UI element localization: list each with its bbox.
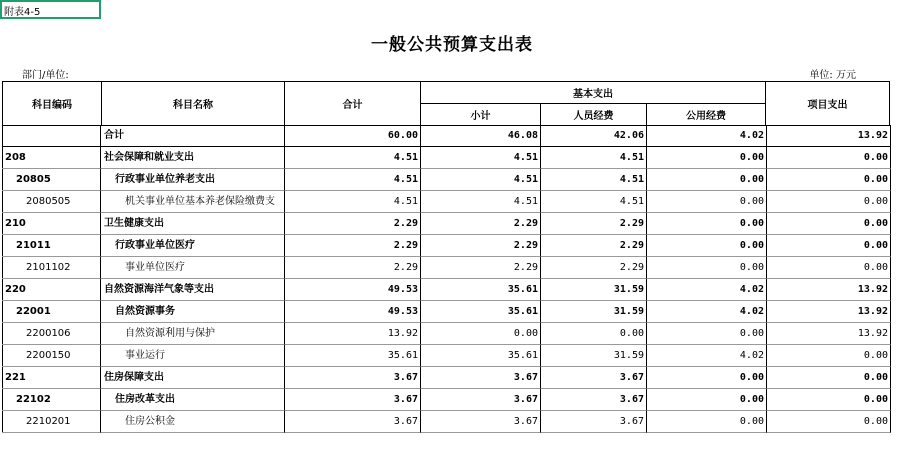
table-row	[2, 301, 890, 323]
cell-project[interactable]: 13.92	[767, 125, 891, 147]
cell-personnel[interactable]: 2.29	[541, 257, 647, 279]
cell-personnel[interactable]: 31.59	[541, 279, 647, 301]
cell-subtotal[interactable]: 4.51	[421, 147, 541, 169]
cell-subtotal[interactable]: 35.61	[421, 279, 541, 301]
table-row	[2, 147, 890, 169]
cell-name[interactable]: 住房改革支出	[101, 389, 285, 411]
table-row	[2, 323, 890, 345]
cell-code[interactable]	[2, 125, 101, 147]
table-row	[2, 257, 890, 279]
cell-public[interactable]: 0.00	[647, 323, 767, 345]
cell-project[interactable]: 0.00	[767, 191, 891, 213]
unit-label: 单位: 万元	[809, 70, 856, 81]
cell-code[interactable]: 210	[2, 213, 101, 235]
cell-name[interactable]: 卫生健康支出	[101, 213, 285, 235]
cell-total[interactable]: 60.00	[285, 125, 421, 147]
cell-personnel[interactable]: 3.67	[541, 411, 647, 433]
cell-project[interactable]: 0.00	[767, 235, 891, 257]
cell-project[interactable]: 0.00	[767, 213, 891, 235]
cell-public[interactable]: 0.00	[647, 213, 767, 235]
cell-personnel[interactable]: 4.51	[541, 147, 647, 169]
cell-personnel[interactable]: 2.29	[541, 213, 647, 235]
cell-total[interactable]: 35.61	[285, 345, 421, 367]
cell-total[interactable]: 3.67	[285, 367, 421, 389]
table-row	[2, 191, 890, 213]
department-label: 部门/单位:	[22, 70, 69, 81]
table-row	[2, 279, 890, 301]
cell-name[interactable]: 住房保障支出	[101, 367, 285, 389]
cell-name[interactable]: 机关事业单位基本养老保险缴费支	[101, 191, 285, 213]
cell-public[interactable]: 0.00	[647, 411, 767, 433]
table-row	[2, 411, 890, 433]
cell-code[interactable]: 2080505	[2, 191, 101, 213]
cell-code[interactable]: 2200150	[2, 345, 101, 367]
cell-project[interactable]: 0.00	[767, 257, 891, 279]
cell-public[interactable]: 0.00	[647, 147, 767, 169]
cell-public[interactable]: 0.00	[647, 389, 767, 411]
cell-name[interactable]: 合计	[101, 125, 285, 147]
table-row	[2, 169, 890, 191]
cell-total[interactable]: 4.51	[285, 191, 421, 213]
cell-public[interactable]: 0.00	[647, 235, 767, 257]
cell-code[interactable]: 20805	[2, 169, 101, 191]
header-name: 科目名称	[101, 81, 285, 126]
cell-public[interactable]: 0.00	[647, 191, 767, 213]
cell-subtotal[interactable]: 4.51	[421, 169, 541, 191]
cell-subtotal[interactable]: 2.29	[421, 257, 541, 279]
cell-code[interactable]: 22102	[2, 389, 101, 411]
table-reference-label: 附表4-5	[4, 7, 41, 18]
cell-total[interactable]: 2.29	[285, 235, 421, 257]
cell-code[interactable]: 208	[2, 147, 101, 169]
cell-personnel[interactable]: 4.51	[541, 169, 647, 191]
cell-code[interactable]: 2210201	[2, 411, 101, 433]
cell-name[interactable]: 自然资源海洋气象等支出	[101, 279, 285, 301]
header-subtotal: 小计	[420, 103, 541, 126]
cell-total[interactable]: 2.29	[285, 257, 421, 279]
table-row	[2, 389, 890, 411]
cell-personnel[interactable]: 2.29	[541, 235, 647, 257]
header-public: 公用经费	[646, 103, 766, 126]
cell-name[interactable]: 事业单位医疗	[101, 257, 285, 279]
cell-public[interactable]: 0.00	[647, 367, 767, 389]
cell-total[interactable]: 49.53	[285, 279, 421, 301]
cell-total[interactable]: 13.92	[285, 323, 421, 345]
cell-name[interactable]: 行政事业单位医疗	[101, 235, 285, 257]
header-personnel: 人员经费	[540, 103, 647, 126]
cell-code[interactable]: 2200106	[2, 323, 101, 345]
cell-total[interactable]: 3.67	[285, 411, 421, 433]
cell-name[interactable]: 自然资源利用与保护	[101, 323, 285, 345]
cell-project[interactable]: 0.00	[767, 389, 891, 411]
cell-total[interactable]: 3.67	[285, 389, 421, 411]
page-title: 一般公共预算支出表	[371, 35, 533, 55]
cell-code[interactable]: 2101102	[2, 257, 101, 279]
cell-subtotal[interactable]: 2.29	[421, 235, 541, 257]
cell-code[interactable]: 220	[2, 279, 101, 301]
cell-project[interactable]: 0.00	[767, 411, 891, 433]
cell-subtotal[interactable]: 3.67	[421, 389, 541, 411]
table-row	[2, 345, 890, 367]
cell-code[interactable]: 221	[2, 367, 101, 389]
header-code: 科目编码	[2, 81, 102, 126]
cell-total[interactable]: 49.53	[285, 301, 421, 323]
header-total: 合计	[284, 81, 421, 126]
cell-project[interactable]: 13.92	[767, 301, 891, 323]
data-table	[2, 125, 890, 433]
cell-personnel[interactable]: 3.67	[541, 389, 647, 411]
cell-public[interactable]: 0.00	[647, 257, 767, 279]
cell-project[interactable]: 13.92	[767, 323, 891, 345]
cell-subtotal[interactable]: 0.00	[421, 323, 541, 345]
cell-total[interactable]: 4.51	[285, 169, 421, 191]
cell-total[interactable]: 4.51	[285, 147, 421, 169]
cell-subtotal[interactable]: 4.51	[421, 191, 541, 213]
header-basic: 基本支出	[420, 81, 766, 104]
table-row	[2, 235, 890, 257]
cell-public[interactable]: 4.02	[647, 301, 767, 323]
cell-name[interactable]: 自然资源事务	[101, 301, 285, 323]
cell-code[interactable]: 21011	[2, 235, 101, 257]
cell-personnel[interactable]: 42.06	[541, 125, 647, 147]
cell-personnel[interactable]: 31.59	[541, 301, 647, 323]
cell-subtotal[interactable]: 35.61	[421, 345, 541, 367]
cell-personnel[interactable]: 0.00	[541, 323, 647, 345]
cell-public[interactable]: 0.00	[647, 169, 767, 191]
cell-public[interactable]: 4.02	[647, 279, 767, 301]
cell-name[interactable]: 社会保障和就业支出	[101, 147, 285, 169]
header-project: 项目支出	[765, 81, 890, 126]
cell-public[interactable]: 4.02	[647, 345, 767, 367]
cell-project[interactable]: 0.00	[767, 147, 891, 169]
cell-public[interactable]: 4.02	[647, 125, 767, 147]
cell-total[interactable]: 2.29	[285, 213, 421, 235]
table-row	[2, 125, 890, 147]
cell-name[interactable]: 行政事业单位养老支出	[101, 169, 285, 191]
cell-project[interactable]: 0.00	[767, 345, 891, 367]
cell-personnel[interactable]: 4.51	[541, 191, 647, 213]
cell-project[interactable]: 13.92	[767, 279, 891, 301]
cell-project[interactable]: 0.00	[767, 367, 891, 389]
cell-subtotal[interactable]: 46.08	[421, 125, 541, 147]
cell-subtotal[interactable]: 3.67	[421, 411, 541, 433]
cell-name[interactable]: 事业运行	[101, 345, 285, 367]
table-row	[2, 367, 890, 389]
cell-subtotal[interactable]: 2.29	[421, 213, 541, 235]
cell-subtotal[interactable]: 3.67	[421, 367, 541, 389]
cell-personnel[interactable]: 3.67	[541, 367, 647, 389]
cell-name[interactable]: 住房公积金	[101, 411, 285, 433]
cell-personnel[interactable]: 31.59	[541, 345, 647, 367]
cell-project[interactable]: 0.00	[767, 169, 891, 191]
cell-code[interactable]: 22001	[2, 301, 101, 323]
cell-subtotal[interactable]: 35.61	[421, 301, 541, 323]
table-row	[2, 213, 890, 235]
